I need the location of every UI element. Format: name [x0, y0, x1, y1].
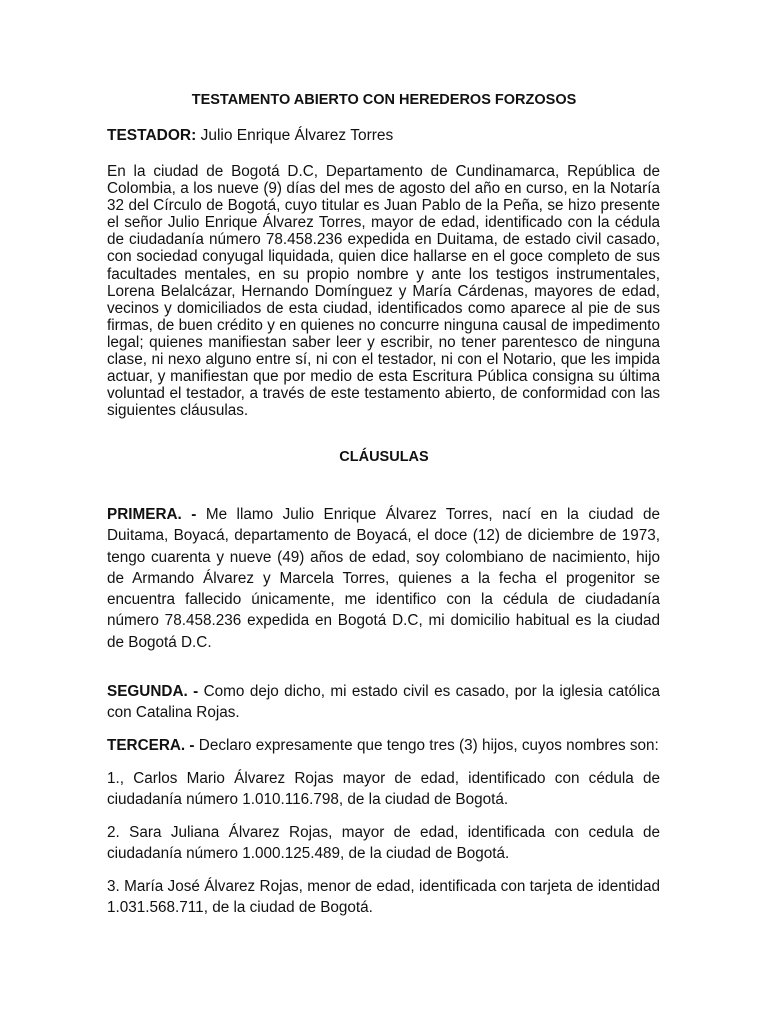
- hijo-item-1: 1., Carlos Mario Álvarez Rojas mayor de edad, identificado con cédula de ciudadanía número 1.010.116.798, de la ciudad de Bogotá.: [107, 770, 660, 809]
- clause-segunda-text: Como dejo dicho, mi estado civil es casado, por la iglesia católica con Catalina Rojas.: [107, 683, 660, 722]
- testador-line: [107, 127, 393, 145]
- clause-primera: [107, 504, 660, 653]
- testador-name: Julio Enrique Álvarez Torres: [200, 127, 394, 144]
- hijo-item-3: 3. María José Álvarez Rojas, menor de edad, identificada con tarjeta de identidad 1.031.568.711, de la ciudad de Bogotá.: [107, 878, 660, 917]
- clause-segunda-label: SEGUNDA. -: [107, 683, 199, 700]
- document-title: TESTAMENTO ABIERTO CON HEREDEROS FORZOSOS: [191, 92, 577, 108]
- clause-tercera-label: TERCERA. -: [107, 737, 195, 754]
- intro-paragraph: En la ciudad de Bogotá D.C, Departamento de Cundinamarca, República de Colombia, a los nueve (9) días del mes de agosto del año en curso, en la Notaría 32 del Círculo de Bogotá, cuyo titular es Juan Pablo de la Peña, se hizo presente el señor Julio Enrique Álvarez Torres, mayor de edad, identificado con la cédula de ciudadanía número 78.458.236 expedida en Duitama, de estado civil casado, con sociedad conyugal liquidada, quien dice hallarse en el goce completo de sus facultades mentales, en su propio nombre y ante los testigos instrumentales, Lorena Belalcázar, Hernando Domínguez y María Cárdenas, mayores de edad, vecinos y domiciliados de esta ciudad, identificados como aparece al pie de sus firmas, de buen crédito y en quienes no concurre ninguna causal de impedimento legal; quienes manifiestan saber leer y escribir, no tener parentesco de ninguna clase, ni nexo alguno entre sí, ni con el testador, ni con el Notario, que les impida actuar, y manifiestan que por medio de esta Escritura Pública consigna su última voluntad el testador, a través de este testamento abierto, de conformidad con las siguientes cláusulas.: [107, 163, 660, 420]
- clause-primera-text: Me llamo Julio Enrique Álvarez Torres, nací en la ciudad de Duitama, Boyacá, departamento de Boyacá, el doce (12) de diciembre de 1973, tengo cuarenta y nueve (49) años de edad, soy colombiano de nacimiento, hijo de Armando Álvarez y Marcela Torres, quienes a la fecha el progenitor se encuentra fallecido únicamente, me identifico con la cédula de ciudadanía número 78.458.236 expedida en Bogotá D.C, mi domicilio habitual es la ciudad de Bogotá D.C.: [107, 506, 660, 651]
- clausulas-heading: CLÁUSULAS: [339, 449, 429, 465]
- testador-label: TESTADOR:: [107, 127, 197, 144]
- hijo-item-2: 2. Sara Juliana Álvarez Rojas, mayor de edad, identificada con cedula de ciudadanía número 1.000.125.489, de la ciudad de Bogotá.: [107, 824, 660, 863]
- clause-tercera-text: Declaro expresamente que tengo tres (3) hijos, cuyos nombres son:: [194, 737, 659, 754]
- clause-primera-label: PRIMERA. -: [107, 506, 197, 523]
- clause-tercera: [107, 735, 660, 756]
- clause-segunda: [107, 681, 660, 724]
